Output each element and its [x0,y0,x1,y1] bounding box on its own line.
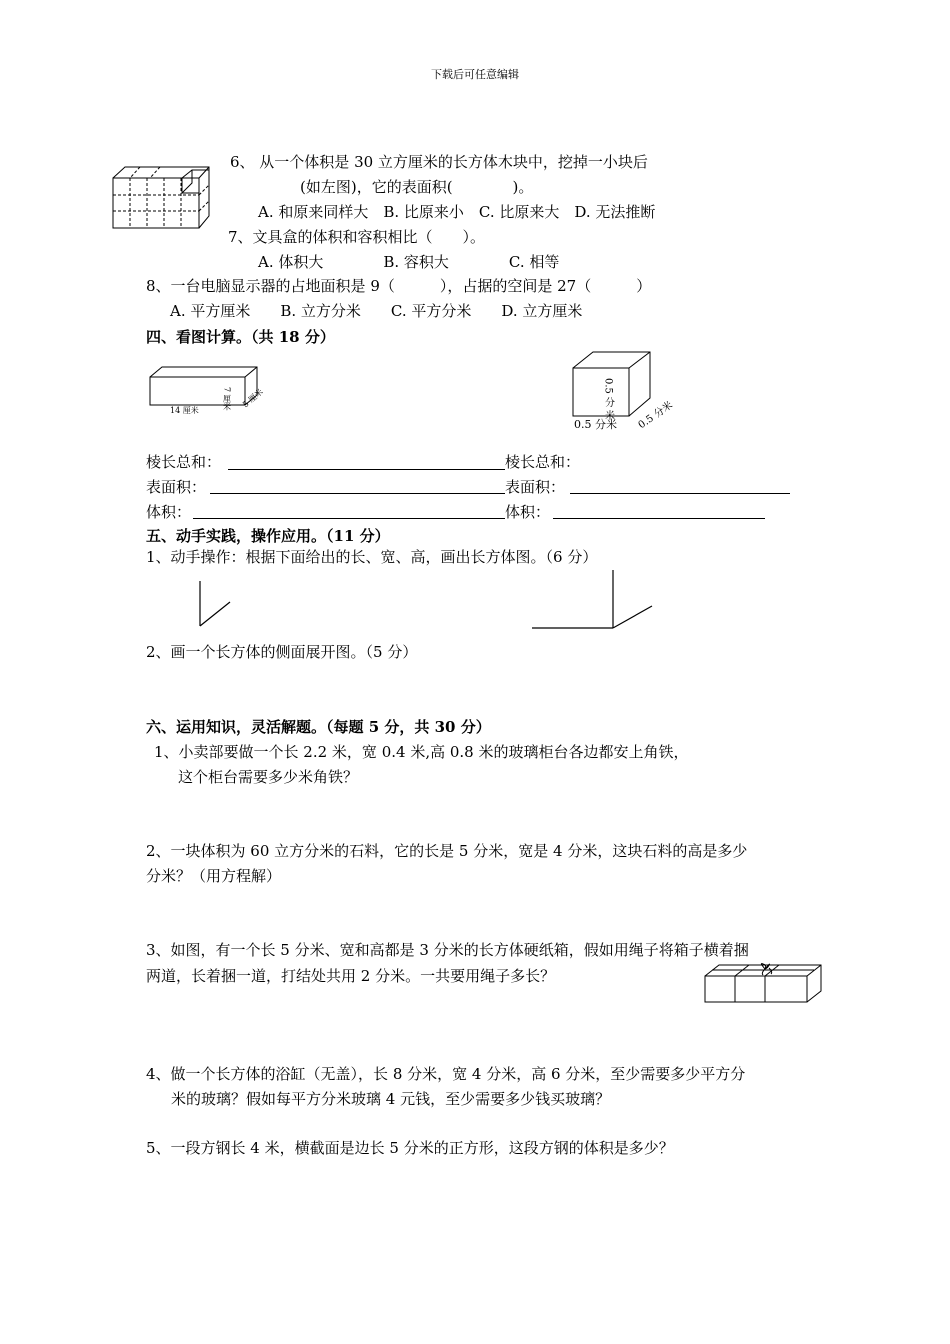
section4-title: 四、看图计算。（共 18 分） [146,328,335,346]
header-note: 下载后可任意编辑 [431,68,519,81]
right-surface-blank[interactable] [570,493,790,494]
left-volume-label: 体积： [146,503,192,521]
tied-box-figure [703,962,825,1006]
cube-figure [570,350,680,432]
section5-q2: 2、画一个长方体的侧面展开图。（5 分） [146,643,418,661]
section6-q3: 3、如图，有一个长 5 分米、宽和高都是 3 分米的长方体硬纸箱，假如用绳子将箱子横着捆 [146,941,749,959]
cuboid-figure [148,365,278,417]
section6-q5: 5、一段方钢长 4 米，横截面是边长 5 分米的正方形，这段方钢的体积是多少？ [146,1139,674,1157]
section6-q4: 4、做一个长方体的浴缸（无盖），长 8 分米，宽 4 分米，高 6 分米，至少需要多少平方分 [146,1065,746,1083]
section6-title: 六、运用知识，灵活解题。（每题 5 分，共 30 分） [146,718,491,736]
drawing-axes-left [195,578,245,628]
right-surface-label: 表面积： [505,478,566,496]
left-volume-blank[interactable] [193,518,505,519]
section6-q2: 2、一块体积为 60 立方分米的石料，它的长是 5 分米，宽是 4 分米，这块石料的高是多少 [146,842,748,860]
q6-stem: 6、 从一个体积是 30 立方厘米的长方体木块中，挖掉一小块后 [230,153,648,171]
section6-q3-cont: 两道，长着捆一道，打结处共用 2 分米。一共要用绳子多长？ [146,967,556,985]
left-edge-sum-blank[interactable] [228,469,505,470]
q7-stem: 7、文具盒的体积和容积相比（ ）。 [228,228,486,246]
q8-stem: 8、一台电脑显示器的占地面积是 9（ ），占据的空间是 27（ ） [146,277,652,295]
q6-options: A. 和原来同样大 B. 比原来小 C. 比原来大 D. 无法推断 [258,203,656,221]
cuboid-width-label: 5 厘米 [240,387,265,410]
section6-q2-cont: 分米？（用方程解） [146,867,282,885]
q7-options: A. 体积大 B. 容积大 C. 相等 [258,253,560,271]
carved-block-figure [110,160,220,232]
left-edge-sum-label: 棱长总和： [146,453,222,471]
right-edge-sum-label: 棱长总和： [505,453,581,471]
left-surface-blank[interactable] [210,493,505,494]
q8-options: A. 平方厘米 B. 立方分米 C. 平方分米 D. 立方厘米 [170,302,583,320]
cuboid-length-label: 14 厘米 [170,406,199,415]
cube-bottom-label: 0.5 分米 [574,418,617,431]
cuboid-height-label: 7 厘米 [222,387,232,411]
right-volume-label: 体积： [505,503,551,521]
section6-q4-cont: 米的玻璃？假如每平方分米玻璃 4 元钱，至少需要多少钱买玻璃？ [171,1090,611,1108]
section5-title: 五、动手实践，操作应用。（11 分） [146,527,390,545]
section6-q1-cont: 这个柜台需要多少米角铁？ [178,768,359,786]
left-surface-label: 表面积： [146,478,207,496]
q6-stem-cont: (如左图)，它的表面积( )。 [300,178,534,196]
cube-side-label: 0.5 分米 [636,399,675,432]
right-volume-blank[interactable] [553,518,765,519]
section6-q1: 1、小卖部要做一个长 2.2 米，宽 0.4 米,高 0.8 米的玻璃柜台各边都安上角铁， [154,743,689,761]
section5-q1: 1、动手操作：根据下面给出的长、宽、高，画出长方体图。（6 分） [146,548,598,566]
cube-height-label: 0.5 分 米 [602,378,614,421]
drawing-axes-right [530,568,660,630]
